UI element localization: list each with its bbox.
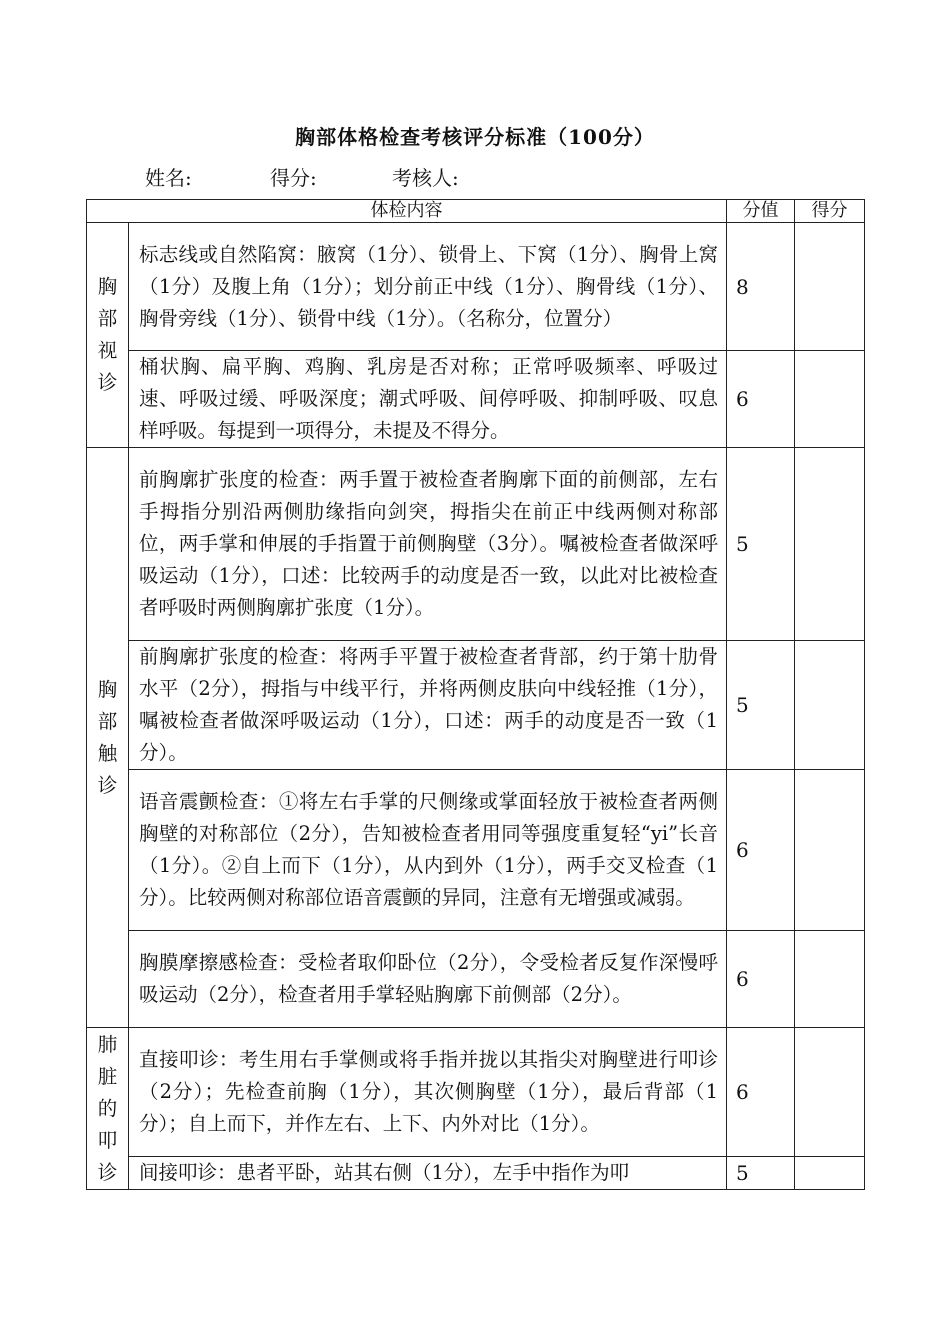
header-content: 体检内容	[87, 200, 727, 223]
score-label: 得分:	[270, 166, 317, 190]
row-score-cell[interactable]	[795, 770, 865, 931]
row-content: 桶状胸、扁平胸、鸡胸、乳房是否对称；正常呼吸频率、呼吸过速、呼吸过缓、呼吸深度；潮式呼吸、间停呼吸、抑制呼吸、叹息样呼吸。每提到一项得分，未提及不得分。	[129, 351, 727, 448]
row-content: 胸膜摩擦感检查：受检者取仰卧位（2分），令受检者反复作深慢呼吸运动（2分），检查者用手掌轻贴胸廓下前侧部（2分）。	[129, 931, 727, 1028]
table-row	[87, 931, 865, 1028]
section-label-text: 肺 脏 的 叩 诊	[97, 1032, 118, 1184]
examiner-label: 考核人:	[392, 166, 459, 190]
table-row	[87, 448, 865, 641]
row-content: 间接叩诊：患者平卧，站其右侧（1分），左手中指作为叩	[129, 1157, 727, 1190]
row-value: 5	[727, 1157, 795, 1190]
row-score-cell[interactable]	[795, 351, 865, 448]
row-content: 直接叩诊：考生用右手掌侧或将手指并拢以其指尖对胸壁进行叩诊（2分）；先检查前胸（1分），其次侧胸壁（1分），最后背部（1分）；自上而下，并作左右、上下、内外对比（1分）。	[129, 1028, 727, 1157]
table-row	[87, 770, 865, 931]
name-label: 姓名:	[145, 166, 192, 190]
section-label-palpation	[87, 448, 129, 1028]
table-header-row	[87, 200, 865, 223]
header-score: 得分	[795, 200, 865, 223]
row-score-cell[interactable]	[795, 1157, 865, 1190]
scoring-table	[86, 199, 865, 1190]
table-row	[87, 1028, 865, 1157]
row-content: 语音震颤检查：①将左右手掌的尺侧缘或掌面轻放于被检查者两侧胸壁的对称部位（2分），告知被检查者用同等强度重复轻“yi”长音（1分）。②自上而下（1分），从内到外（1分），两手交叉检查（1分）。比较两侧对称部位语音震颤的异同，注意有无增强或减弱。	[129, 770, 727, 931]
table-row	[87, 1157, 865, 1190]
row-content: 标志线或自然陷窝：腋窝（1分）、锁骨上、下窝（1分）、胸骨上窝（1分）及腹上角（1分）；划分前正中线（1分）、胸骨线（1分）、胸骨旁线（1分）、锁骨中线（1分）。（名称分，位置分）	[129, 223, 727, 351]
section-label-text: 胸 部 触 诊	[97, 677, 118, 797]
row-score-cell[interactable]	[795, 641, 865, 770]
row-value: 6	[727, 351, 795, 448]
row-score-cell[interactable]	[795, 931, 865, 1028]
row-score-cell[interactable]	[795, 448, 865, 641]
section-label-inspection	[87, 223, 129, 448]
row-score-cell[interactable]	[795, 1028, 865, 1157]
row-score-cell[interactable]	[795, 223, 865, 351]
page-title: 胸部体格检查考核评分标准（100分）	[295, 125, 655, 149]
table-row	[87, 223, 865, 351]
row-value: 8	[727, 223, 795, 351]
row-content: 前胸廓扩张度的检查：两手置于被检查者胸廓下面的前侧部，左右手拇指分别沿两侧肋缘指向剑突，拇指尖在前正中线两侧对称部位，两手掌和伸展的手指置于前侧胸壁（3分）。嘱被检查者做深呼吸运动（1分），口述：比较两手的动度是否一致，以此对比被检查者呼吸时两侧胸廓扩张度（1分）。	[129, 448, 727, 641]
row-value: 6	[727, 931, 795, 1028]
row-value: 6	[727, 770, 795, 931]
row-value: 5	[727, 641, 795, 770]
row-value: 6	[727, 1028, 795, 1157]
table-row	[87, 641, 865, 770]
section-label-text: 胸 部 视 诊	[97, 275, 118, 394]
row-value: 5	[727, 448, 795, 641]
table-row	[87, 351, 865, 448]
header-value: 分值	[727, 200, 795, 223]
section-label-percussion	[87, 1028, 129, 1190]
row-content: 前胸廓扩张度的检查：将两手平置于被检查者背部，约于第十肋骨水平（2分），拇指与中线平行，并将两侧皮肤向中线轻推（1分），嘱被检查者做深呼吸运动（1分），口述：两手的动度是否一致（1分）。	[129, 641, 727, 770]
